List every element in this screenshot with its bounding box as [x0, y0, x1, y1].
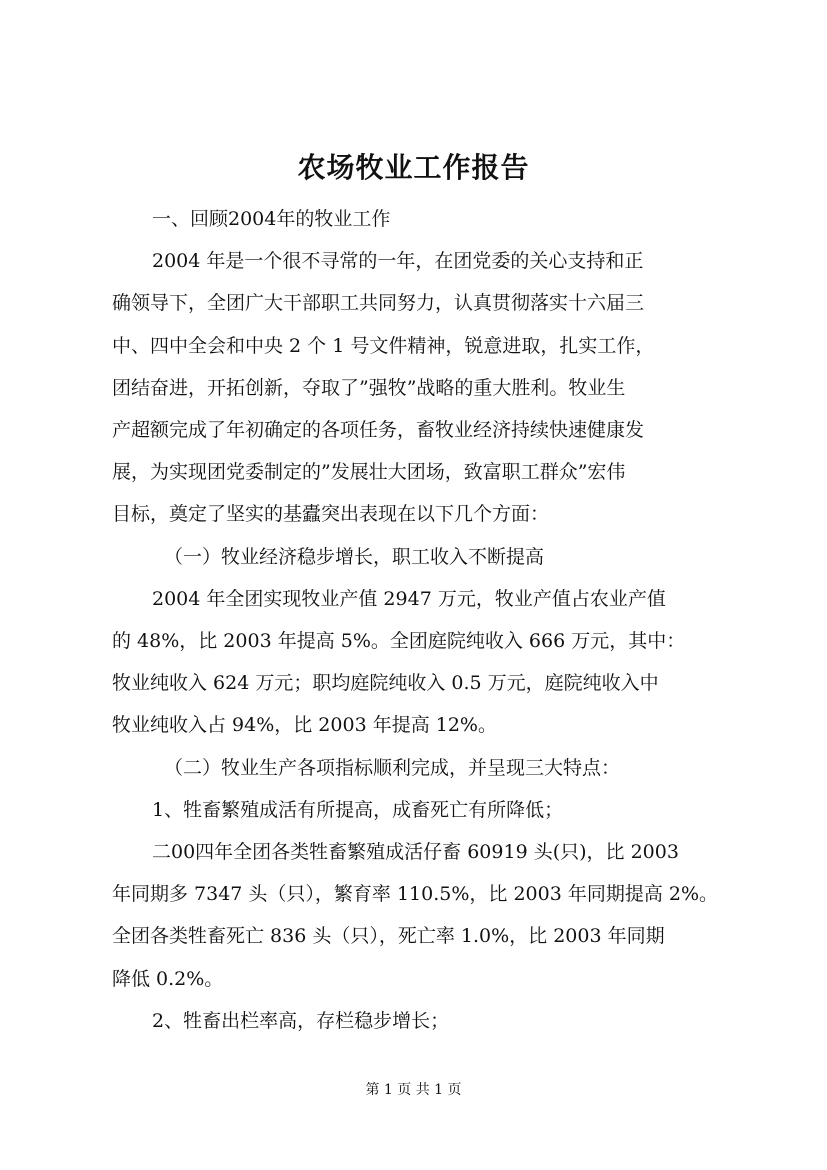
- subsection-heading: （一）牧业经济稳步增长，职工收入不断提高: [164, 545, 545, 568]
- paragraph-line: 降低 0.2%。: [112, 967, 224, 990]
- paragraph-line: 团结奋进，开拓创新，夺取了”强牧”战略的重大胜利。牧业生: [112, 376, 626, 399]
- paragraph-line: 展，为实现团党委制定的”发展壮大团场，致富职工群众”宏伟: [112, 461, 626, 484]
- paragraph-line: 目标，奠定了坚实的基蠹突出表现在以下几个方面：: [112, 503, 550, 526]
- list-item-heading: 2、牲畜出栏率高，存栏稳步增长；: [152, 1009, 450, 1032]
- paragraph-line: 牧业纯收入 624 万元；职均庭院纯收入 0.5 万元，庭院纯收入中: [112, 672, 659, 695]
- paragraph-line: 二00四年全团各类牲畜繁殖成活仔畜 60919 头(只)，比 2003: [152, 841, 679, 864]
- paragraph-line: 2004 年是一个很不寻常的一年，在团党委的关心支持和正: [152, 250, 644, 273]
- paragraph-line: 确领导下，全团广大干部职工共同努力，认真贯彻落实十六届三: [112, 292, 645, 315]
- paragraph-line: 全团各类牲畜死亡 836 头（只），死亡率 1.0%，比 2003 年同期: [112, 925, 665, 948]
- paragraph-line: 牧业纯收入占 94%，比 2003 年提高 12%。: [112, 714, 497, 737]
- paragraph-line: 2004 年全团实现牧业产值 2947 万元，牧业产值占农业产值: [152, 587, 666, 610]
- paragraph-line: 年同期多 7347 头（只），繁育率 110.5%，比 2003 年同期提高 2%。: [112, 883, 719, 906]
- paragraph-line: 产超额完成了年初确定的各项任务，畜牧业经济持续快速健康发: [112, 419, 645, 442]
- paragraph-line: 的 48%，比 2003 年提高 5%。全团庭院纯收入 666 万元，其中：: [112, 630, 686, 653]
- paragraph-line: 中、四中全会和中央 2 个 1 号文件精神，锐意进取，扎实工作，: [112, 334, 655, 357]
- list-item-heading: 1、牲畜繁殖成活有所提高，成畜死亡有所降低；: [152, 798, 564, 821]
- subsection-heading: （二）牧业生产各项指标顺利完成，并呈现三大特点：: [164, 756, 621, 779]
- section-heading: 一、回顾2004年的牧业工作: [152, 208, 391, 230]
- document-body: [112, 198, 752, 1042]
- page-footer: 第 1 页 共 1 页: [365, 1082, 462, 1098]
- document-title: 农场牧业工作报告: [297, 151, 530, 184]
